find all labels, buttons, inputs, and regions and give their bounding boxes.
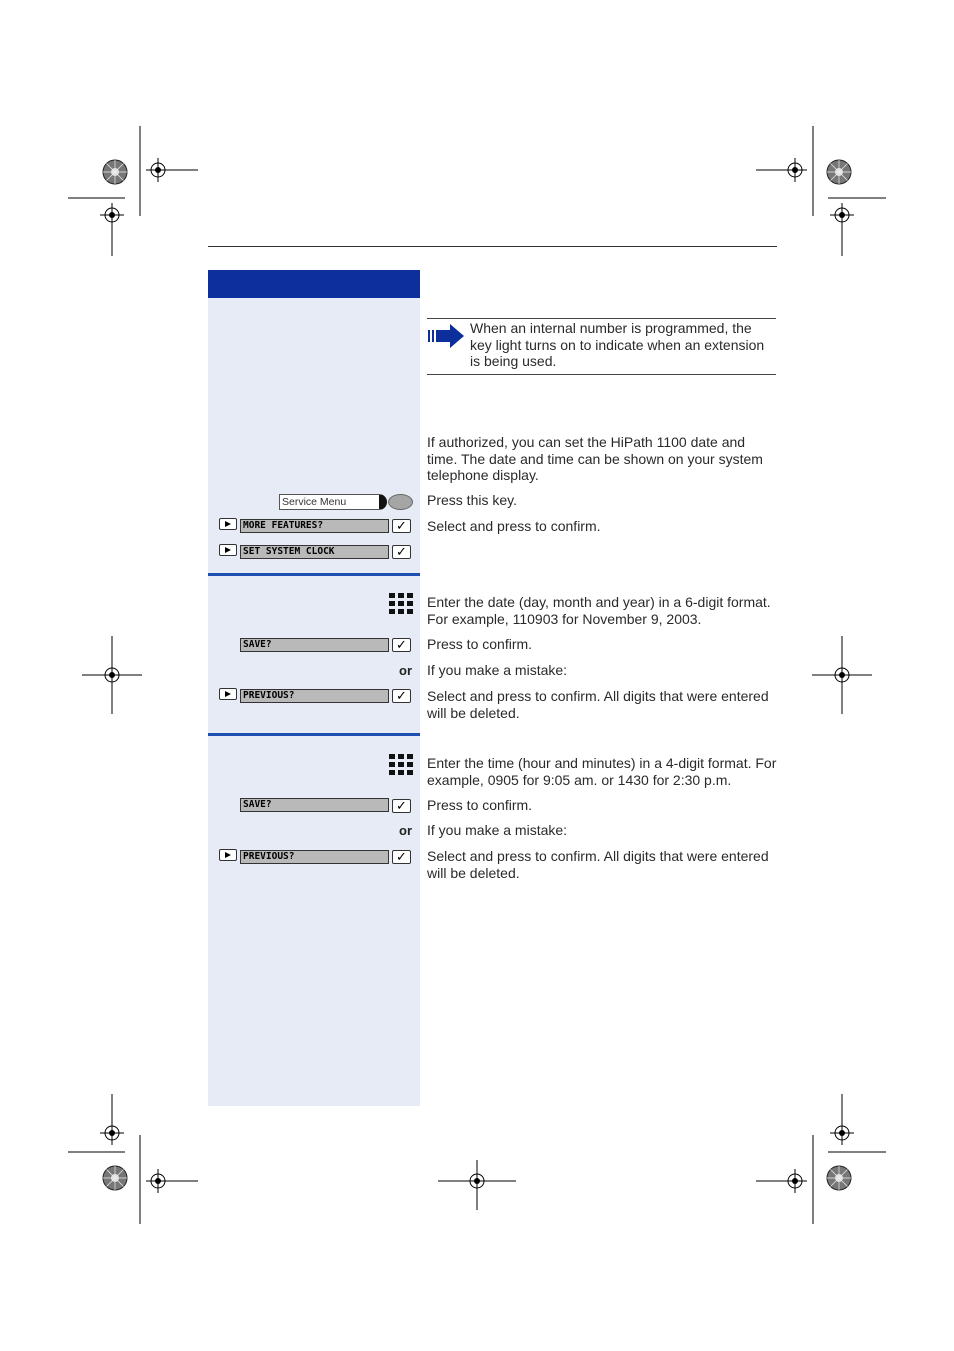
date-mistake-text: If you make a mistake: xyxy=(427,662,568,678)
time-save-text: Press to confirm. xyxy=(427,797,533,813)
time-mistake-text: If you make a mistake: xyxy=(427,822,568,838)
display-more-features: MORE FEATURES? xyxy=(240,519,389,533)
service-menu-key-label: Service Menu xyxy=(279,494,387,510)
scroll-arrow-icon[interactable] xyxy=(219,518,237,530)
scroll-arrow-icon[interactable] xyxy=(219,544,237,556)
note-arrow-icon xyxy=(428,324,466,348)
service-menu-instruction: Press this key. xyxy=(427,492,517,508)
confirm-check-icon[interactable]: ✓ xyxy=(392,689,411,703)
sidebar xyxy=(208,270,420,1106)
display-save: SAVE? xyxy=(240,638,389,652)
section-separator xyxy=(208,573,420,576)
time-enter-text: Enter the time (hour and minutes) in a 4-digit format. For example, 0905 for 9:05 am. or 1430 for 2:30 p.m. xyxy=(427,755,777,788)
display-previous: PREVIOUS? xyxy=(240,689,389,703)
header-rule xyxy=(208,246,777,247)
note-top-rule xyxy=(427,318,776,319)
or-label: or xyxy=(399,823,412,838)
display-set-system-clock: SET SYSTEM CLOCK xyxy=(240,545,389,559)
display-save: SAVE? xyxy=(240,798,389,812)
confirm-check-icon[interactable]: ✓ xyxy=(392,638,411,652)
scroll-arrow-icon[interactable] xyxy=(219,849,237,861)
select-confirm-text: Select and press to confirm. xyxy=(427,518,601,534)
display-previous: PREVIOUS? xyxy=(240,850,389,864)
date-save-text: Press to confirm. xyxy=(427,636,533,652)
keypad-icon xyxy=(389,754,413,776)
confirm-check-icon[interactable]: ✓ xyxy=(392,799,411,813)
note-bottom-rule xyxy=(427,374,776,375)
intro-text: If authorized, you can set the HiPath 1100 date and time. The date and time can be shown on your system telephone display. xyxy=(427,434,763,483)
date-enter-text: Enter the date (day, month and year) in a 6-digit format. For example, 110903 for November 9, 2003. xyxy=(427,594,771,627)
scroll-arrow-icon[interactable] xyxy=(219,688,237,700)
keypad-icon xyxy=(389,593,413,615)
note-text: When an internal number is programmed, the key light turns on to indicate when an extension is being used. xyxy=(470,320,765,369)
service-menu-key[interactable] xyxy=(388,494,413,510)
sidebar-header-bar xyxy=(208,270,420,298)
or-label: or xyxy=(399,663,412,678)
date-previous-text: Select and press to confirm. All digits that were entered will be deleted. xyxy=(427,688,769,721)
confirm-check-icon[interactable]: ✓ xyxy=(392,850,411,864)
confirm-check-icon[interactable]: ✓ xyxy=(392,519,411,533)
confirm-check-icon[interactable]: ✓ xyxy=(392,545,411,559)
section-separator xyxy=(208,733,420,736)
time-previous-text: Select and press to confirm. All digits that were entered will be deleted. xyxy=(427,848,769,881)
